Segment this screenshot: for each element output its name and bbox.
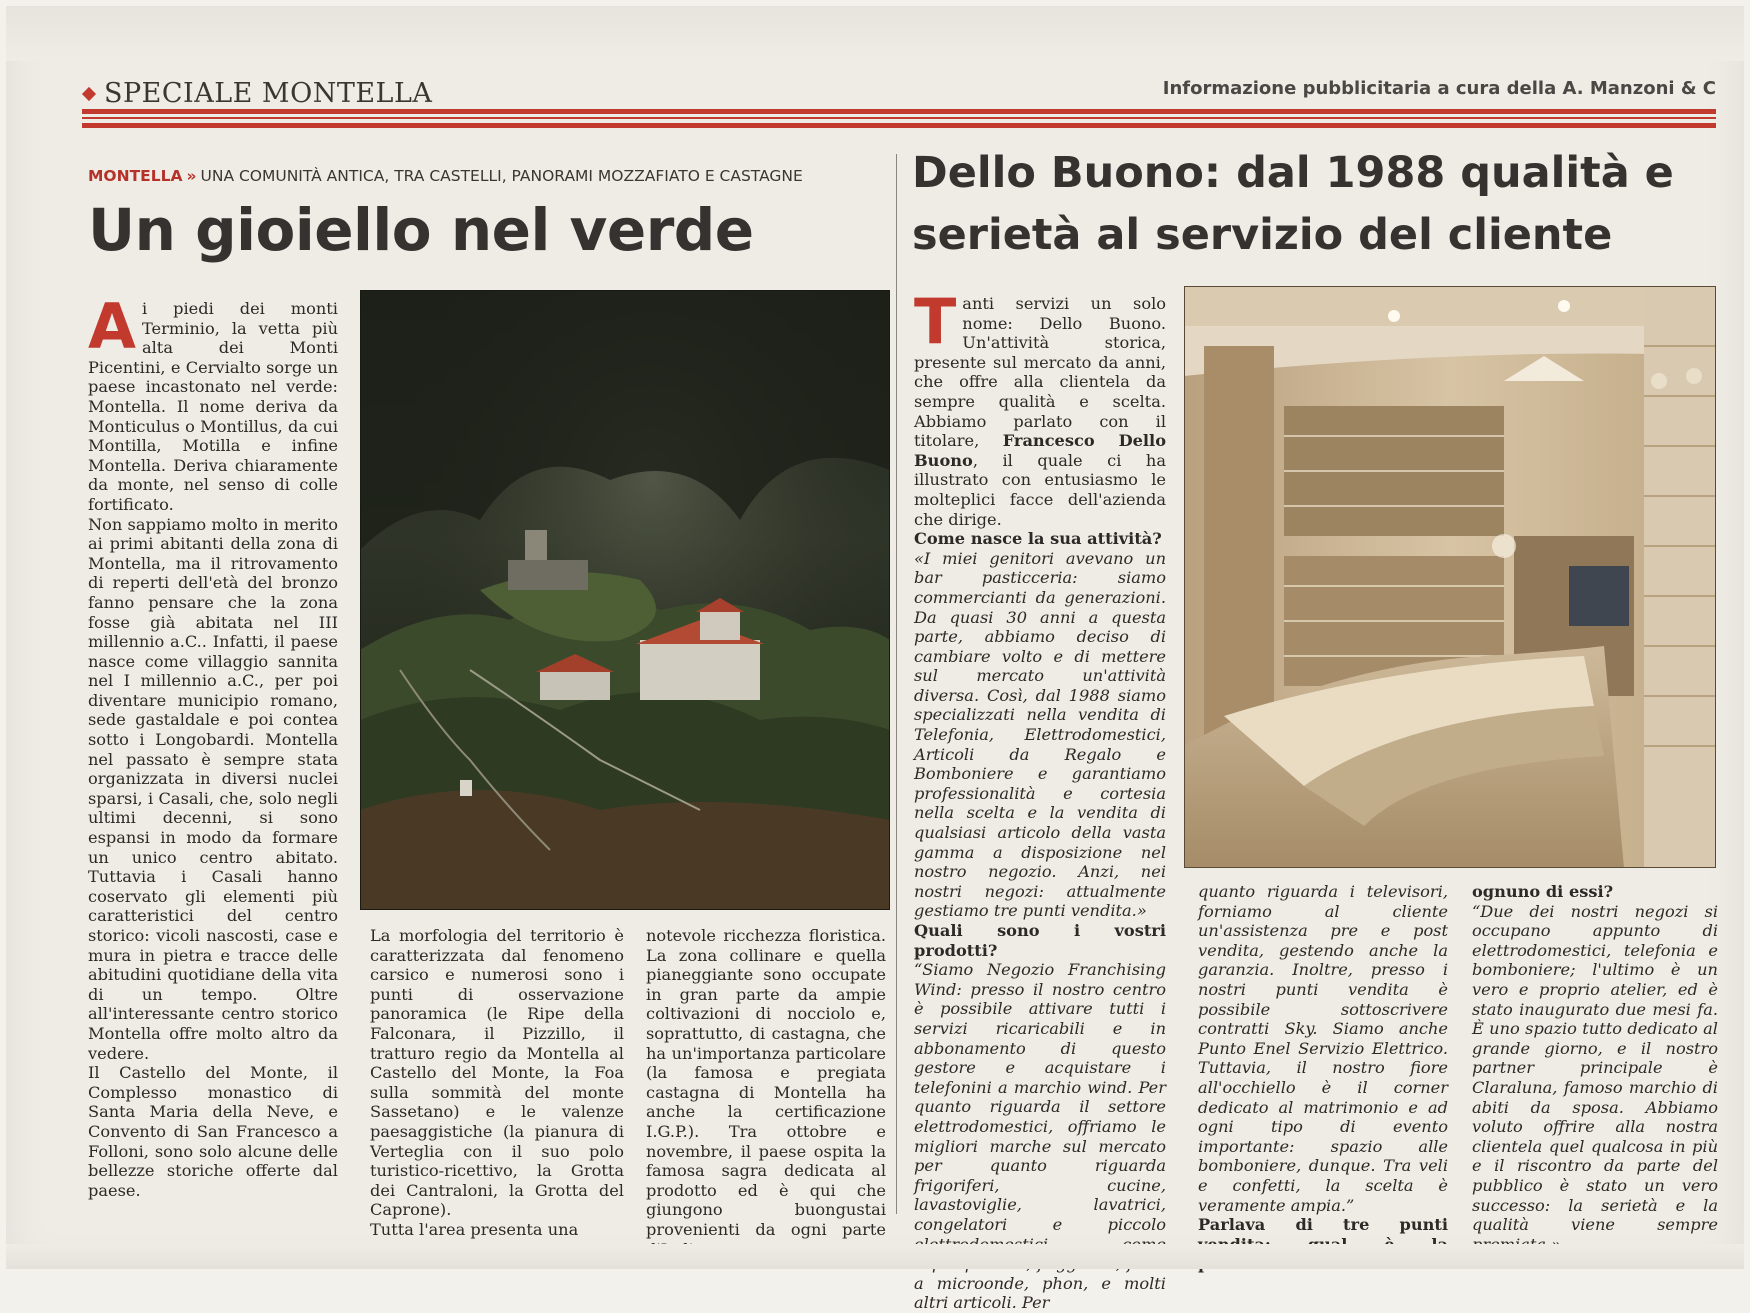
right-headline: Dello Buono: dal 1988 qualità e serietà al servizio del cliente <box>912 148 1674 260</box>
dropcap: T <box>914 285 957 358</box>
kicker-tag: MONTELLA <box>88 167 183 185</box>
paragraph: La morfologia del territorio è caratterizzata dal fenomeno carsico e numerosi sono i punti di osservazione panoramica (le Ripe della Falconara, il Pizzillo, il tratturo regio da Montella al Castello del Monte, la Foa sulla sommità del monte Sassetano) e le valenze paesaggistiche (la pianura di Verteglia con il suo polo turistico-ricettivo, la Grotta dei Cantraloni, la Grotta del Caprone). <box>370 926 624 1220</box>
kicker-text: UNA COMUNITÀ ANTICA, TRA CASTELLI, PANORAMI MOZZAFIATO E CASTAGNE <box>200 167 803 185</box>
paragraph: i piedi dei monti Terminio, la vetta più alta dei Monti Picentini, e Cervialto sorge un paese incastonato nel verde: Montella. Il nome deriva da Monticulus o Montillus, da cui Montilla, Motilla e infine Montella. Deriva chiaramente da monte, nel senso di colle fortificato. <box>88 299 338 514</box>
answer: «I miei genitori avevano un bar pasticceria: siamo commercianti da generazioni. Da quasi 30 anni a questa parte, abbiamo deciso di cambiare volto e di mettere sul mercato un'attività diversa. Così, dal 1988 siamo specializzati nella vendita di Telefonia, Elettrodomestici, Articoli da Regalo e Bomboniere e garantiamo professionalità e cortesia nella scelta e la vendita di qualsiasi articolo della vasta gamma a disposizione nel nostro negozio. Anzi, nei nostri negozi: attualmente gestiamo tre punti vendita.» <box>914 548 1166 921</box>
paragraph: Non sappiamo molto in merito ai primi abitanti della zona di Montella, ma il ritrovamento di reperti dell'età del bronzo fanno pensare che la zona fosse già abitata nel III millennio a.C.. Infatti, il paese nasce come villaggio sannita nel I millennio a.C., per poi diventare municipio romano, sede gastaldale e poi contea sotto i Longobardi. Montella nel passato è sempre stata organizzata in diversi nuclei sparsi, i Casali, che, solo negli ultimi decenni, si sono espansi in modo da formare un unico centro abitato. Tuttavia i Casali hanno coservato gli elementi più caratteristici del centro storico: vicoli nascosti, case e mura in pietra e tracce delle abitudini quotidiane della vita di un tempo. Oltre all'interessante centro storico Montella offre molto altro da vedere. <box>88 514 338 1063</box>
section-title: SPECIALE MONTELLA <box>104 78 433 109</box>
paragraph: Tutta l'area presenta una <box>370 1219 579 1239</box>
castle-landscape-illustration <box>360 290 890 910</box>
right-article-column-2 <box>1198 882 1448 1274</box>
answer: “Siamo Negozio Franchising Wind: presso il nostro centro è possibile attivare tutti i servizi ricaricabili e in abbonamento di questo gestore e acquistare i telefonini a marchio wind. Per quanto riguarda il settore elettrodomestici, offriamo le migliori marche sul mercato per quanto riguarda frigoriferi, cucine, lavastoviglie, lavatrici, congelatori e piccolo a microonde, phon, e molti altri articoli. Per <box>914 960 1166 1313</box>
left-article-column-2 <box>370 926 624 1240</box>
bleed-through-bottom <box>6 1244 1744 1269</box>
article-kicker <box>88 167 803 185</box>
paragraph: anti servizi un solo nome: Dello Buono. Un'attività storica, presente sul mercato da anni, che offre alla clientela da sempre qualità e scelta. Abbiamo parlato con il titolare, <box>914 294 1166 451</box>
header-rule <box>82 117 1716 119</box>
advertising-note: Informazione pubblicitaria a cura della A. Manzoni & C <box>1162 78 1716 99</box>
left-headline: Un gioiello nel verde <box>88 196 754 264</box>
paragraph: notevole ricchezza floristica. La zona collinare e quella pianeggiante sono occupate in gran parte da ampie coltivazioni di nocciolo e, soprattutto, di castagna, che ha un'importanza particolare (la famosa e pregiata castagna di Montella ha anche la certificazione I.G.P.). Tra ottobre e novembre, il paese ospita la famosa sagra dedicata al prodotto ed è qui che giungono buongustai provenienti da ogni parte <box>646 926 886 1239</box>
answer: quanto riguarda i televisori, forniamo al cliente un'assistenza pre e post vendita, gestendo anche la garanzia. Inoltre, presso i nostri punti vendita è possibile sottoscrivere contratti Sky. Siamo anche Punto Enel Servizio Elettrico. Tuttavia, il nostro fiore all'occhiello è il corner dedicato al matrimonio e ad ogni tipo di evento importante: spazio alle bomboniere, dunque. Tra veli e confetti, la scelta è veramente ampia.” <box>1198 882 1448 1215</box>
convent-building <box>640 640 760 700</box>
question: Quali sono i vostri prodotti? <box>914 921 1166 960</box>
answer: “Due dei nostri negozi si occupano appunto di elettrodomestici, telefonia e bomboniere; l'ultimo è un vero e proprio atelier, ed è stato inaugurato due mesi fa. È uno spazio tutto dedicato al grande giorno, e il nostro partner principale è Claraluna, famoso marchio di abiti da sposa. Abbiamo voluto offrire alla nostra clientela quel qualcosa in più e il riscontro da parte del pubblico è stato un vero successo: la serietà e la qualità viene sempre <box>1472 901 1718 1235</box>
paragraph: Il Castello del Monte, il Complesso monastico di Santa Maria della Neve, e Convento di San Francesco a Folloni, sono solo alcune delle bellezze storiche offerte dal paese. <box>88 1063 338 1200</box>
diamond-bullet-icon <box>82 86 96 100</box>
question: Parlava di tre punti <box>1198 1215 1448 1235</box>
tv-screen <box>1569 566 1629 626</box>
dropcap: A <box>88 290 136 363</box>
right-article-column-3 <box>1472 882 1718 1254</box>
store-interior-photo <box>1184 286 1716 868</box>
section-header <box>84 78 432 109</box>
paragraph: , il quale ci ha illustrato con entusiasmo le molteplici facce dell'azienda che dirige. <box>914 450 1166 529</box>
left-article-column-1 <box>88 290 338 1200</box>
right-article-column-1 <box>914 285 1166 1313</box>
store-interior-illustration <box>1184 286 1716 868</box>
castle-landscape-photo <box>360 290 890 910</box>
kicker-arrow-icon: » <box>186 167 197 185</box>
column-divider <box>896 154 897 1214</box>
question: Come nasce la sua attività? <box>914 529 1162 549</box>
question: ognuno di essi? <box>1472 882 1614 901</box>
header-rule <box>82 123 1716 128</box>
newspaper-page <box>6 6 1744 1313</box>
owner-name: Francesco Dello Buono <box>914 431 1166 470</box>
bleed-through-top <box>6 6 1744 61</box>
header-rule <box>82 109 1716 114</box>
left-article-column-3 <box>646 926 886 1259</box>
